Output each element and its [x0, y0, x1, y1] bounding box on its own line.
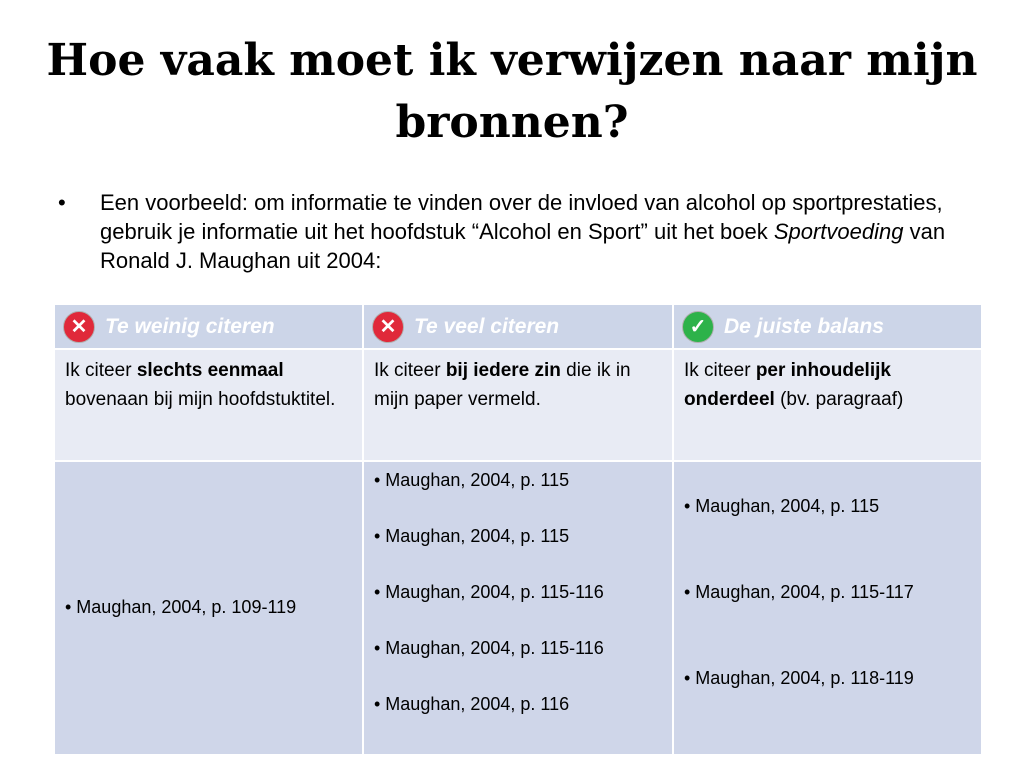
description-text: bovenaan bij mijn hoofdstuktitel.	[65, 389, 336, 410]
description-text: Ik citeer	[374, 360, 446, 381]
bullet-symbol: •	[58, 190, 66, 215]
cross-icon: ✕	[63, 311, 95, 343]
citation-item: • Maughan, 2004, p. 115	[684, 496, 880, 516]
description-emphasis: bij iedere zin	[445, 360, 561, 381]
header-cell-right-balance	[673, 304, 982, 349]
citations-cell	[673, 461, 982, 755]
description-emphasis: per inhoudelijk onderdeel	[684, 360, 891, 410]
header-label: De juiste balans	[724, 314, 884, 338]
table-header-row	[54, 304, 982, 349]
description-cell	[673, 349, 982, 461]
bullet-text-start: Een voorbeeld: om informatie te vinden over de invloed van alcohol op sportprestaties, gebruik je informatie uit het hoofdstuk “Alcohol en Sport” uit het boek	[100, 190, 943, 244]
header-label: Te weinig citeren	[105, 314, 275, 338]
citation-item: • Maughan, 2004, p. 109-119	[65, 597, 297, 617]
description-text: die ik in mijn paper vermeld.	[374, 360, 631, 410]
citation-item: • Maughan, 2004, p. 118-119	[684, 668, 914, 688]
description-text: (bv. paragraaf)	[774, 389, 904, 410]
citation-item: • Maughan, 2004, p. 115	[374, 470, 570, 490]
description-emphasis: slechts eenmaal	[136, 360, 284, 381]
bullet-text-end: van Ronald J. Maughan uit 2004:	[100, 219, 946, 273]
citations-cell	[363, 461, 673, 755]
citation-comparison-table	[53, 303, 983, 756]
header-label: Te veel citeren	[414, 314, 560, 338]
bullet-text	[100, 188, 978, 275]
description-text: Ik citeer	[65, 360, 137, 381]
header-cell-too-much	[363, 304, 673, 349]
cross-icon: ✕	[372, 311, 404, 343]
citation-item: • Maughan, 2004, p. 115	[374, 526, 570, 546]
description-cell	[363, 349, 673, 461]
citation-item: • Maughan, 2004, p. 116	[374, 694, 570, 714]
bullet-paragraph	[58, 188, 978, 275]
citation-item: • Maughan, 2004, p. 115-117	[684, 582, 914, 602]
table-description-row	[54, 349, 982, 461]
citation-item: • Maughan, 2004, p. 115-116	[374, 582, 604, 602]
table-citations-row	[54, 461, 982, 755]
header-cell-too-little	[54, 304, 363, 349]
slide-title: Hoe vaak moet ik verwijzen naar mijn bronnen?	[46, 35, 978, 148]
check-icon: ✓	[682, 311, 714, 343]
citation-item: • Maughan, 2004, p. 115-116	[374, 638, 604, 658]
citations-cell	[54, 461, 363, 755]
book-title: Sportvoeding	[773, 219, 904, 244]
description-cell	[54, 349, 363, 461]
description-text: Ik citeer	[684, 360, 756, 381]
